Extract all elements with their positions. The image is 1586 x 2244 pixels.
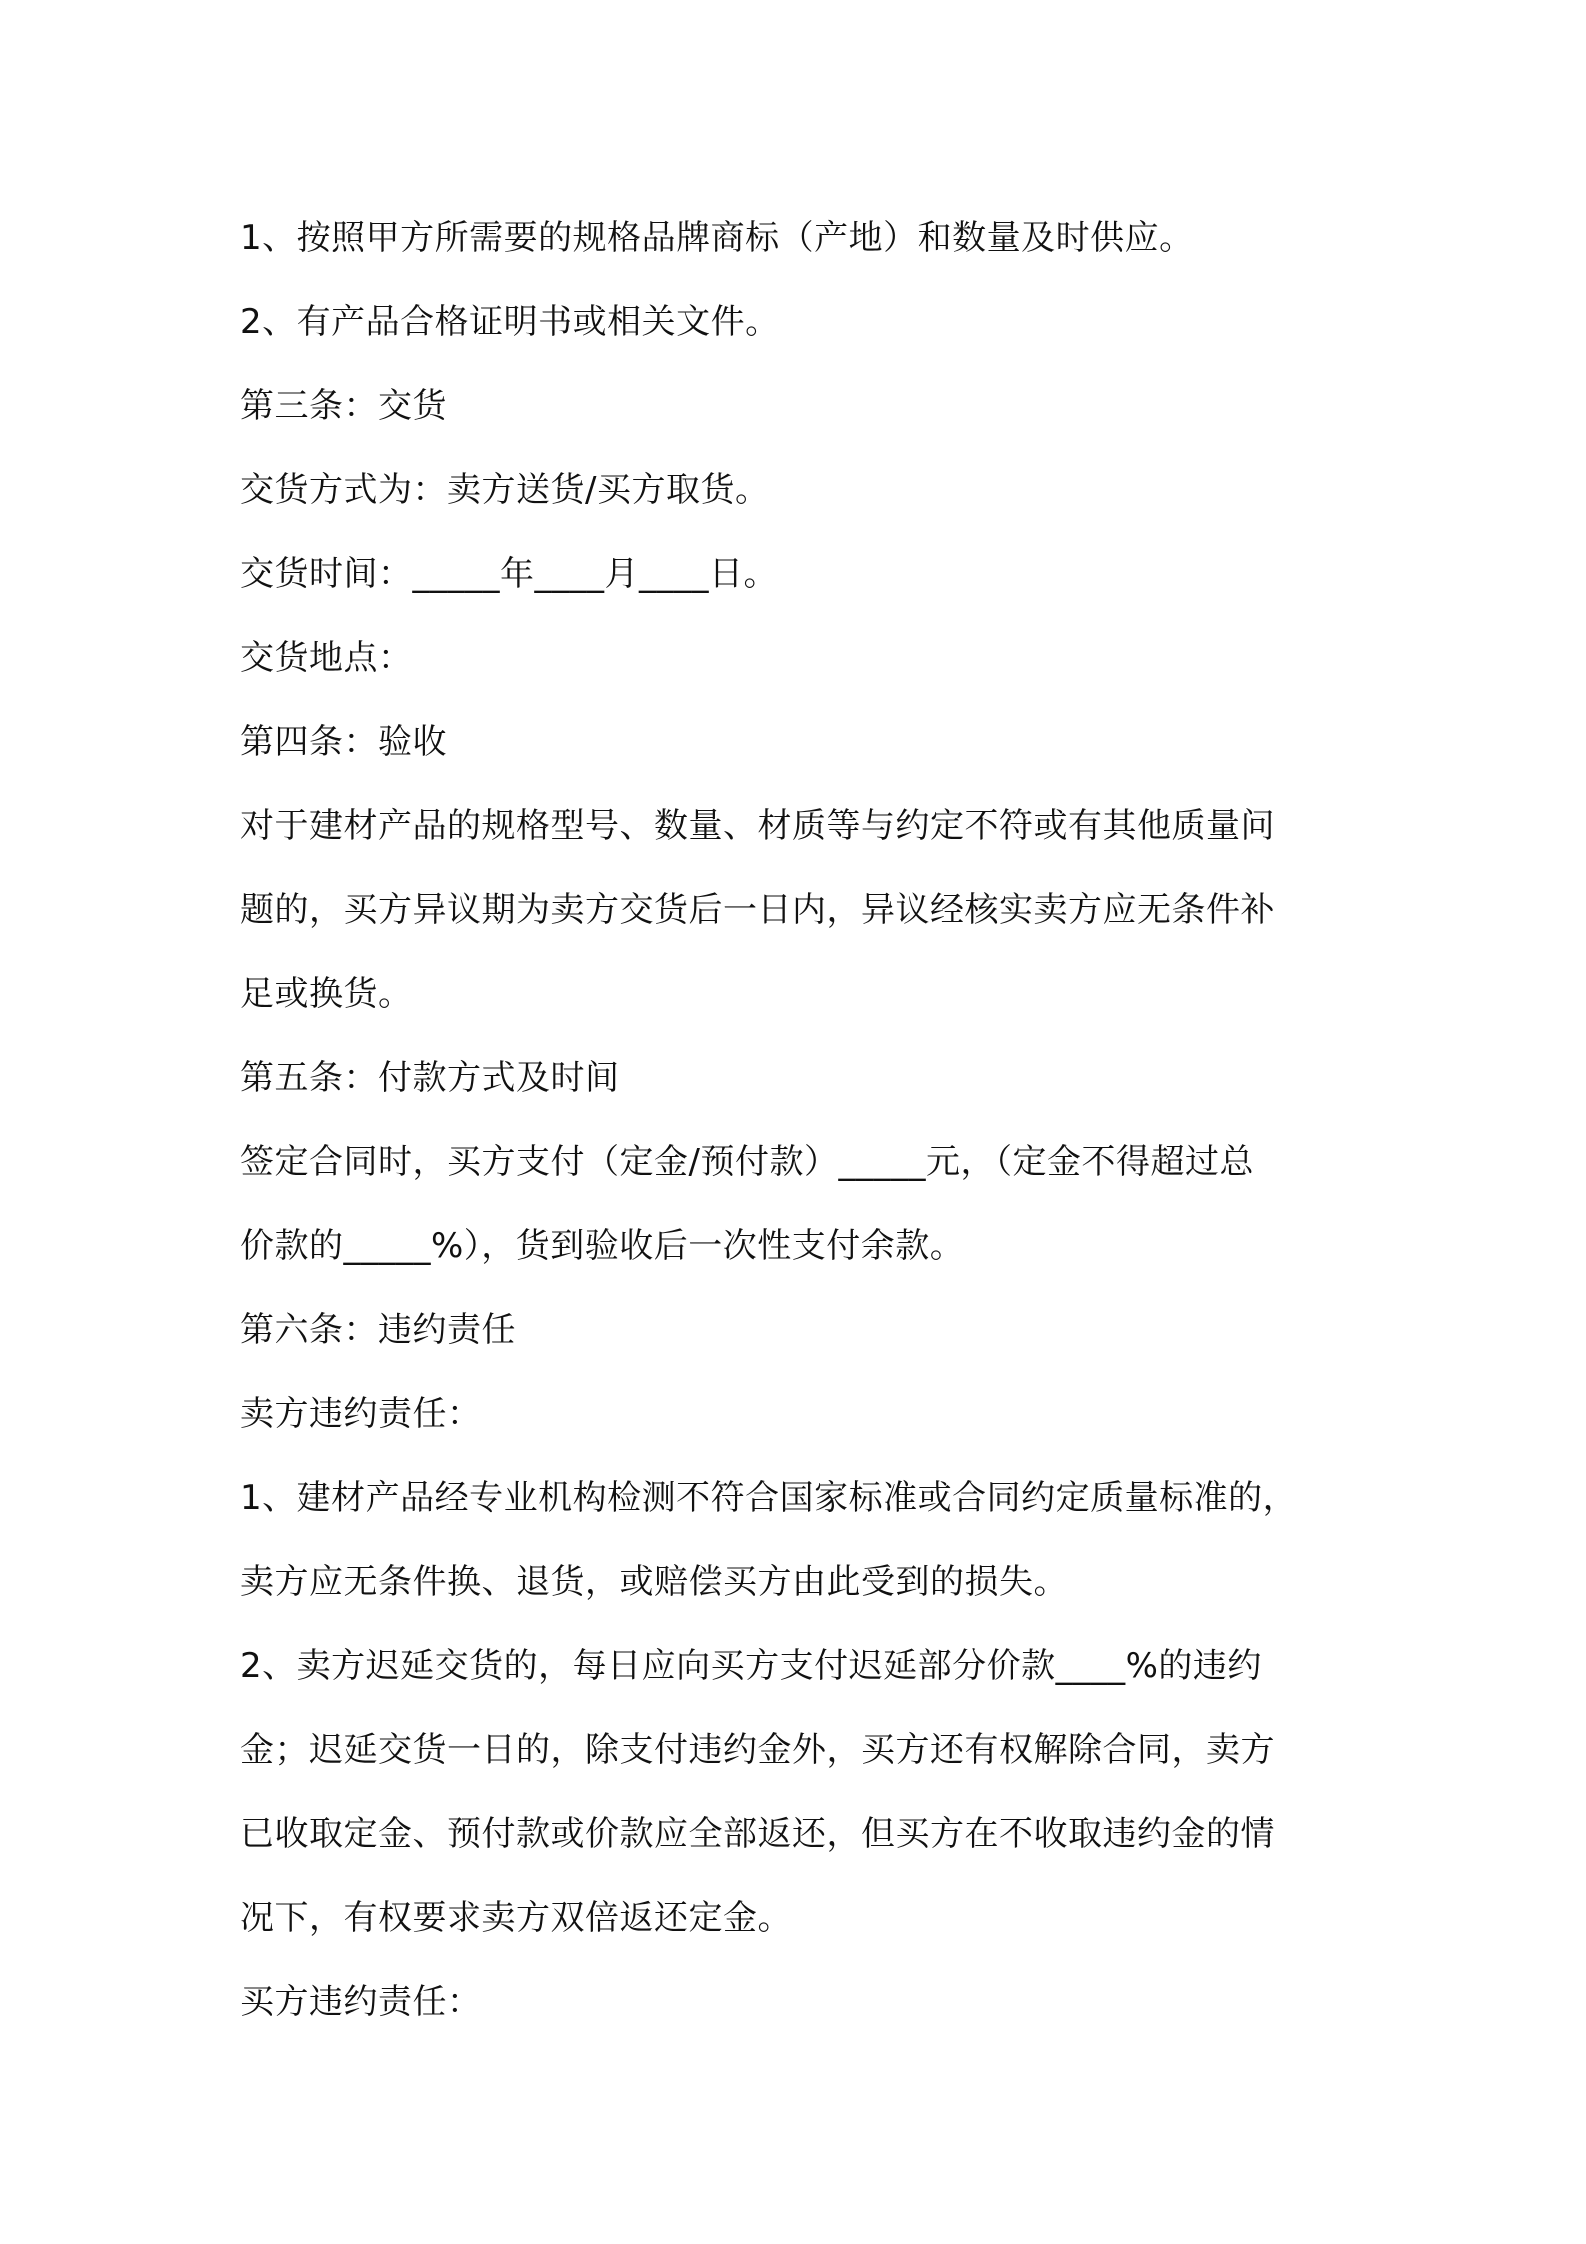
seller-liability-1-line: 1、建材产品经专业机构检测不符合国家标准或合同约定质量标准的， — [240, 1478, 1298, 1518]
seller-liability-2-line: 2、卖方迟延交货的，每日应向买方支付迟延部分价款____%的违约 — [240, 1646, 1262, 1686]
article-6-heading: 第六条：违约责任 — [240, 1310, 516, 1350]
seller-liability-2-line: 况下，有权要求卖方双倍返还定金。 — [240, 1898, 792, 1938]
seller-liability-1-line: 卖方应无条件换、退货，或赔偿买方由此受到的损失。 — [240, 1562, 1068, 1602]
buyer-liability-heading: 买方违约责任： — [240, 1982, 482, 2022]
acceptance-paragraph-line: 对于建材产品的规格型号、数量、材质等与约定不符或有其他质量问 — [240, 806, 1275, 846]
clause-supply-1: 1、按照甲方所需要的规格品牌商标（产地）和数量及时供应。 — [240, 218, 1194, 258]
payment-paragraph-line: 价款的_____%），货到验收后一次性支付余款。 — [240, 1226, 965, 1266]
article-3-heading: 第三条：交货 — [240, 386, 447, 426]
acceptance-paragraph-line: 足或换货。 — [240, 974, 413, 1014]
document-body — [240, 196, 1380, 2044]
article-4-heading: 第四条：验收 — [240, 722, 447, 762]
seller-liability-2-line: 已收取定金、预付款或价款应全部返还，但买方在不收取违约金的情 — [240, 1814, 1275, 1854]
clause-supply-2: 2、有产品合格证明书或相关文件。 — [240, 302, 780, 342]
delivery-time: 交货时间：_____年____月____日。 — [240, 554, 778, 594]
delivery-place: 交货地点： — [240, 638, 413, 678]
article-5-heading: 第五条：付款方式及时间 — [240, 1058, 620, 1098]
acceptance-paragraph-line: 题的，买方异议期为卖方交货后一日内，异议经核实卖方应无条件补 — [240, 890, 1275, 930]
payment-paragraph-line: 签定合同时，买方支付（定金/预付款）_____元，（定金不得超过总 — [240, 1142, 1254, 1182]
delivery-method: 交货方式为：卖方送货/买方取货。 — [240, 470, 770, 510]
seller-liability-heading: 卖方违约责任： — [240, 1394, 482, 1434]
seller-liability-2-line: 金；迟延交货一日的，除支付违约金外，买方还有权解除合同，卖方 — [240, 1730, 1275, 1770]
